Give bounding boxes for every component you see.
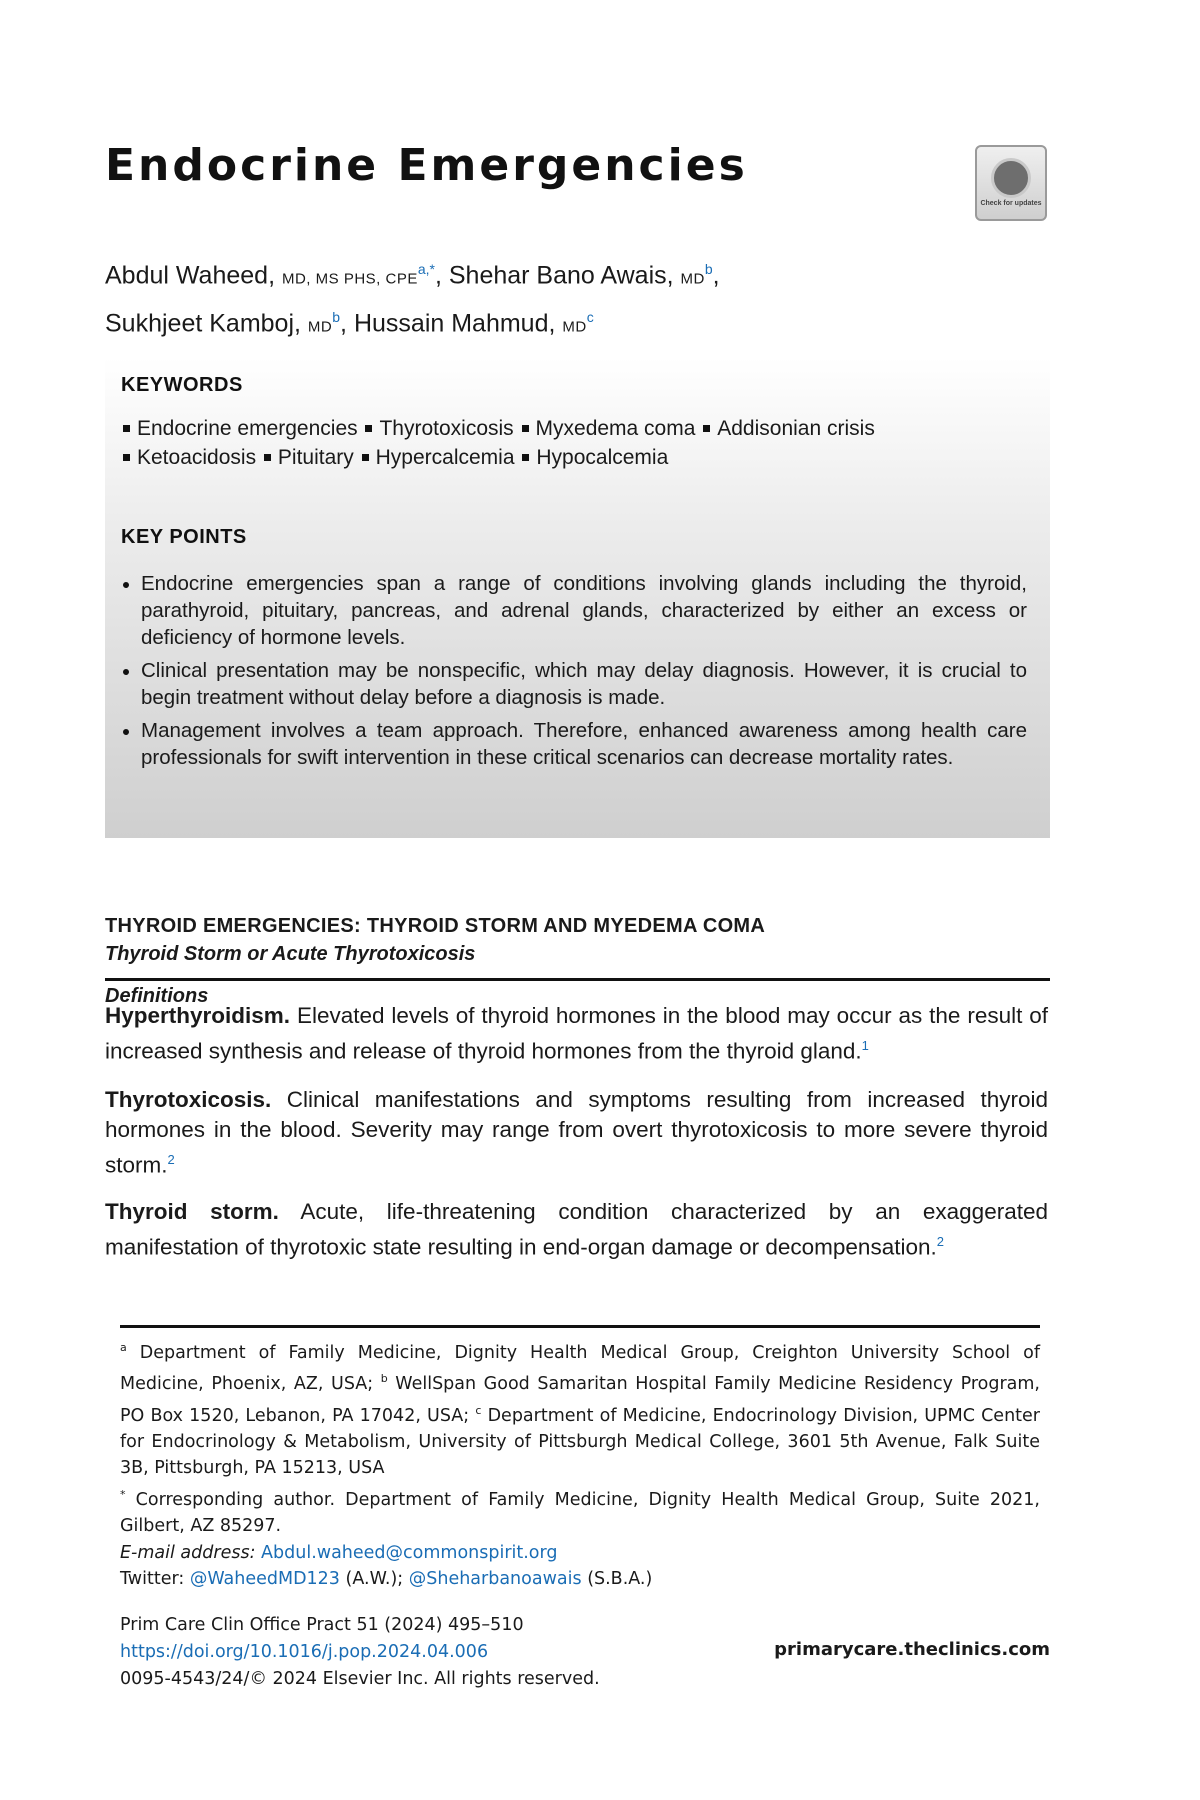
reference-link[interactable]: 2 <box>936 1234 944 1249</box>
affiliation-b: WellSpan Good Samaritan Hospital Family Medicine Residency Program, PO Box 1520, Lebanon, PA 17042, USA; <box>120 1374 1040 1426</box>
twitter-owner: (A.W.); <box>345 1569 404 1590</box>
affiliation-c: Department of Medicine, Endocrinology Division, UPMC Center for Endocrinology & Metabolism, University of Pittsburgh Medical College, 3601 5th Avenue, Falk Suite 3B, Pittsburgh, PA 15213, USA <box>120 1405 1040 1479</box>
author-credentials: MD <box>680 270 705 288</box>
email-label: E-mail address: <box>120 1542 256 1563</box>
author-name: Sukhjeet Kamboj <box>105 309 295 338</box>
reference-link[interactable]: 1 <box>861 1038 869 1053</box>
keywords-line-2 <box>121 443 1031 472</box>
square-bullet-icon <box>365 425 372 432</box>
affiliation-a: Department of Family Medicine, Dignity Health Medical Group, Creighton University School of Medicine, Phoenix, AZ, USA; <box>120 1342 1040 1395</box>
article-page <box>105 0 1050 1800</box>
reference-link[interactable]: 2 <box>167 1152 175 1167</box>
keyword: Hypercalcemia <box>375 446 515 469</box>
square-bullet-icon <box>123 454 130 461</box>
footnote-mark: * <box>120 1487 126 1501</box>
author-affiliation-mark[interactable]: a,* <box>417 261 435 277</box>
journal-site-link[interactable]: primarycare.theclinics.com <box>774 1639 1050 1660</box>
keyword: Myxedema coma <box>535 417 696 440</box>
definition-paragraph <box>105 1197 1048 1263</box>
keyword: Hypocalcemia <box>536 446 669 469</box>
corresponding-author-footnote <box>120 1482 1040 1540</box>
key-points-heading: KEY POINTS <box>121 526 247 548</box>
definition-term: Hyperthyroidism. <box>105 1003 291 1028</box>
author-affiliation-mark[interactable]: b <box>332 309 341 326</box>
square-bullet-icon <box>703 425 710 432</box>
affiliations-footnote <box>120 1335 1040 1482</box>
citation-block <box>120 1612 600 1693</box>
author-credentials: MD, MS PHS, CPE <box>281 270 418 288</box>
copyright-notice: 0095-4543/24/© 2024 Elsevier Inc. All rights reserved. <box>120 1669 600 1689</box>
square-bullet-icon <box>264 454 271 461</box>
author-name: Abdul Waheed <box>105 261 269 290</box>
square-bullet-icon <box>522 425 529 432</box>
definition-paragraph <box>105 1001 1048 1067</box>
key-point-item: Endocrine emergencies span a range of conditions involving glands including the thyroid, parathyroid, pituitary, pancreas, and adrenal glands, characterized by either an excess or deficiency of hormone levels. <box>121 570 1027 651</box>
keywords-keypoints-box <box>105 358 1050 838</box>
twitter-label: Twitter: <box>120 1569 185 1590</box>
author-affiliation-mark[interactable]: c <box>586 309 594 326</box>
footnote-mark: a <box>120 1341 127 1354</box>
footnote-mark: b <box>380 1372 388 1386</box>
author-affiliation-mark[interactable]: b <box>704 261 713 277</box>
crossmark-icon <box>991 158 1031 198</box>
author-name: Hussain Mahmud <box>353 309 549 338</box>
twitter-link[interactable]: @Sheharbanoawais <box>408 1569 582 1590</box>
keyword: Pituitary <box>277 446 354 469</box>
square-bullet-icon <box>522 454 529 461</box>
article-title: Endocrine Emergencies <box>105 140 748 191</box>
keyword: Thyrotoxicosis <box>379 417 514 440</box>
keyword: Addisonian crisis <box>717 417 875 440</box>
square-bullet-icon <box>123 425 130 432</box>
definition-text: Clinical manifestations and symptoms resulting from increased thyroid hormones in the blood. Severity may range from overt thyrotoxicosis to more severe thyroid storm. <box>105 1087 1048 1178</box>
section-heading: THYROID EMERGENCIES: THYROID STORM AND MYEDEMA COMA <box>105 915 766 937</box>
author-credentials: MD <box>562 318 587 336</box>
definitions-heading: Definitions <box>105 985 209 1007</box>
definition-term: Thyroid storm. <box>105 1199 279 1224</box>
author-credentials: MD <box>307 318 333 336</box>
keyword: Ketoacidosis <box>137 446 257 469</box>
journal-citation: Prim Care Clin Office Pract 51 (2024) 495–510 <box>120 1615 524 1635</box>
footnote-divider <box>120 1325 1040 1328</box>
keyword: Endocrine emergencies <box>137 417 358 440</box>
definition-text: Acute, life-threatening condition characterized by an exaggerated manifestation of thyrotoxic state resulting in end-organ damage or decompensation. <box>105 1199 1048 1260</box>
twitter-owner: (S.B.A.) <box>587 1569 653 1590</box>
footnotes <box>120 1335 1040 1593</box>
twitter-link[interactable]: @WaheedMD123 <box>189 1569 340 1590</box>
definition-term: Thyrotoxicosis. <box>105 1087 272 1112</box>
footnote-mark: c <box>475 1403 482 1417</box>
doi-link[interactable]: https://doi.org/10.1016/j.pop.2024.04.006 <box>120 1642 489 1662</box>
crossmark-label: Check for updates <box>980 200 1042 207</box>
keywords-heading: KEYWORDS <box>121 374 243 396</box>
twitter-line <box>120 1566 1040 1593</box>
author-list: Abdul Waheed, MD, MS PHS, $CPE^{a,*}$, Shehar Bano Awais, $MD^b$, Sukhjeet Kamboj, $MD^b$, Hussain Mahmud, $MD^c$ <box>105 261 720 338</box>
check-for-updates-badge[interactable] <box>975 145 1047 221</box>
email-link[interactable]: Abdul.waheed@commonspirit.org <box>261 1542 558 1563</box>
corresponding-author-text: Corresponding author. Department of Family Medicine, Dignity Health Medical Group, Suite 2021, Gilbert, AZ 85297. <box>120 1489 1040 1537</box>
subsection-heading: Thyroid Storm or Acute Thyrotoxicosis <box>105 943 476 965</box>
keywords-line-1 <box>121 414 1031 443</box>
section-divider <box>105 978 1050 981</box>
definition-paragraph <box>105 1085 1048 1181</box>
key-points-list <box>121 570 1027 777</box>
author-name: Shehar Bano Awais <box>448 261 667 290</box>
key-point-item: Clinical presentation may be nonspecific, which may delay diagnosis. However, it is crucial to begin treatment without delay before a diagnosis is made. <box>121 657 1027 711</box>
definition-text: Elevated levels of thyroid hormones in the blood may occur as the result of increased synthesis and release of thyroid hormones from the thyroid gland. <box>105 1003 1048 1064</box>
square-bullet-icon <box>362 454 369 461</box>
email-line <box>120 1540 1040 1567</box>
key-point-item: Management involves a team approach. Therefore, enhanced awareness among health care professionals for swift intervention in these critical scenarios can decrease mortality rates. <box>121 717 1027 771</box>
